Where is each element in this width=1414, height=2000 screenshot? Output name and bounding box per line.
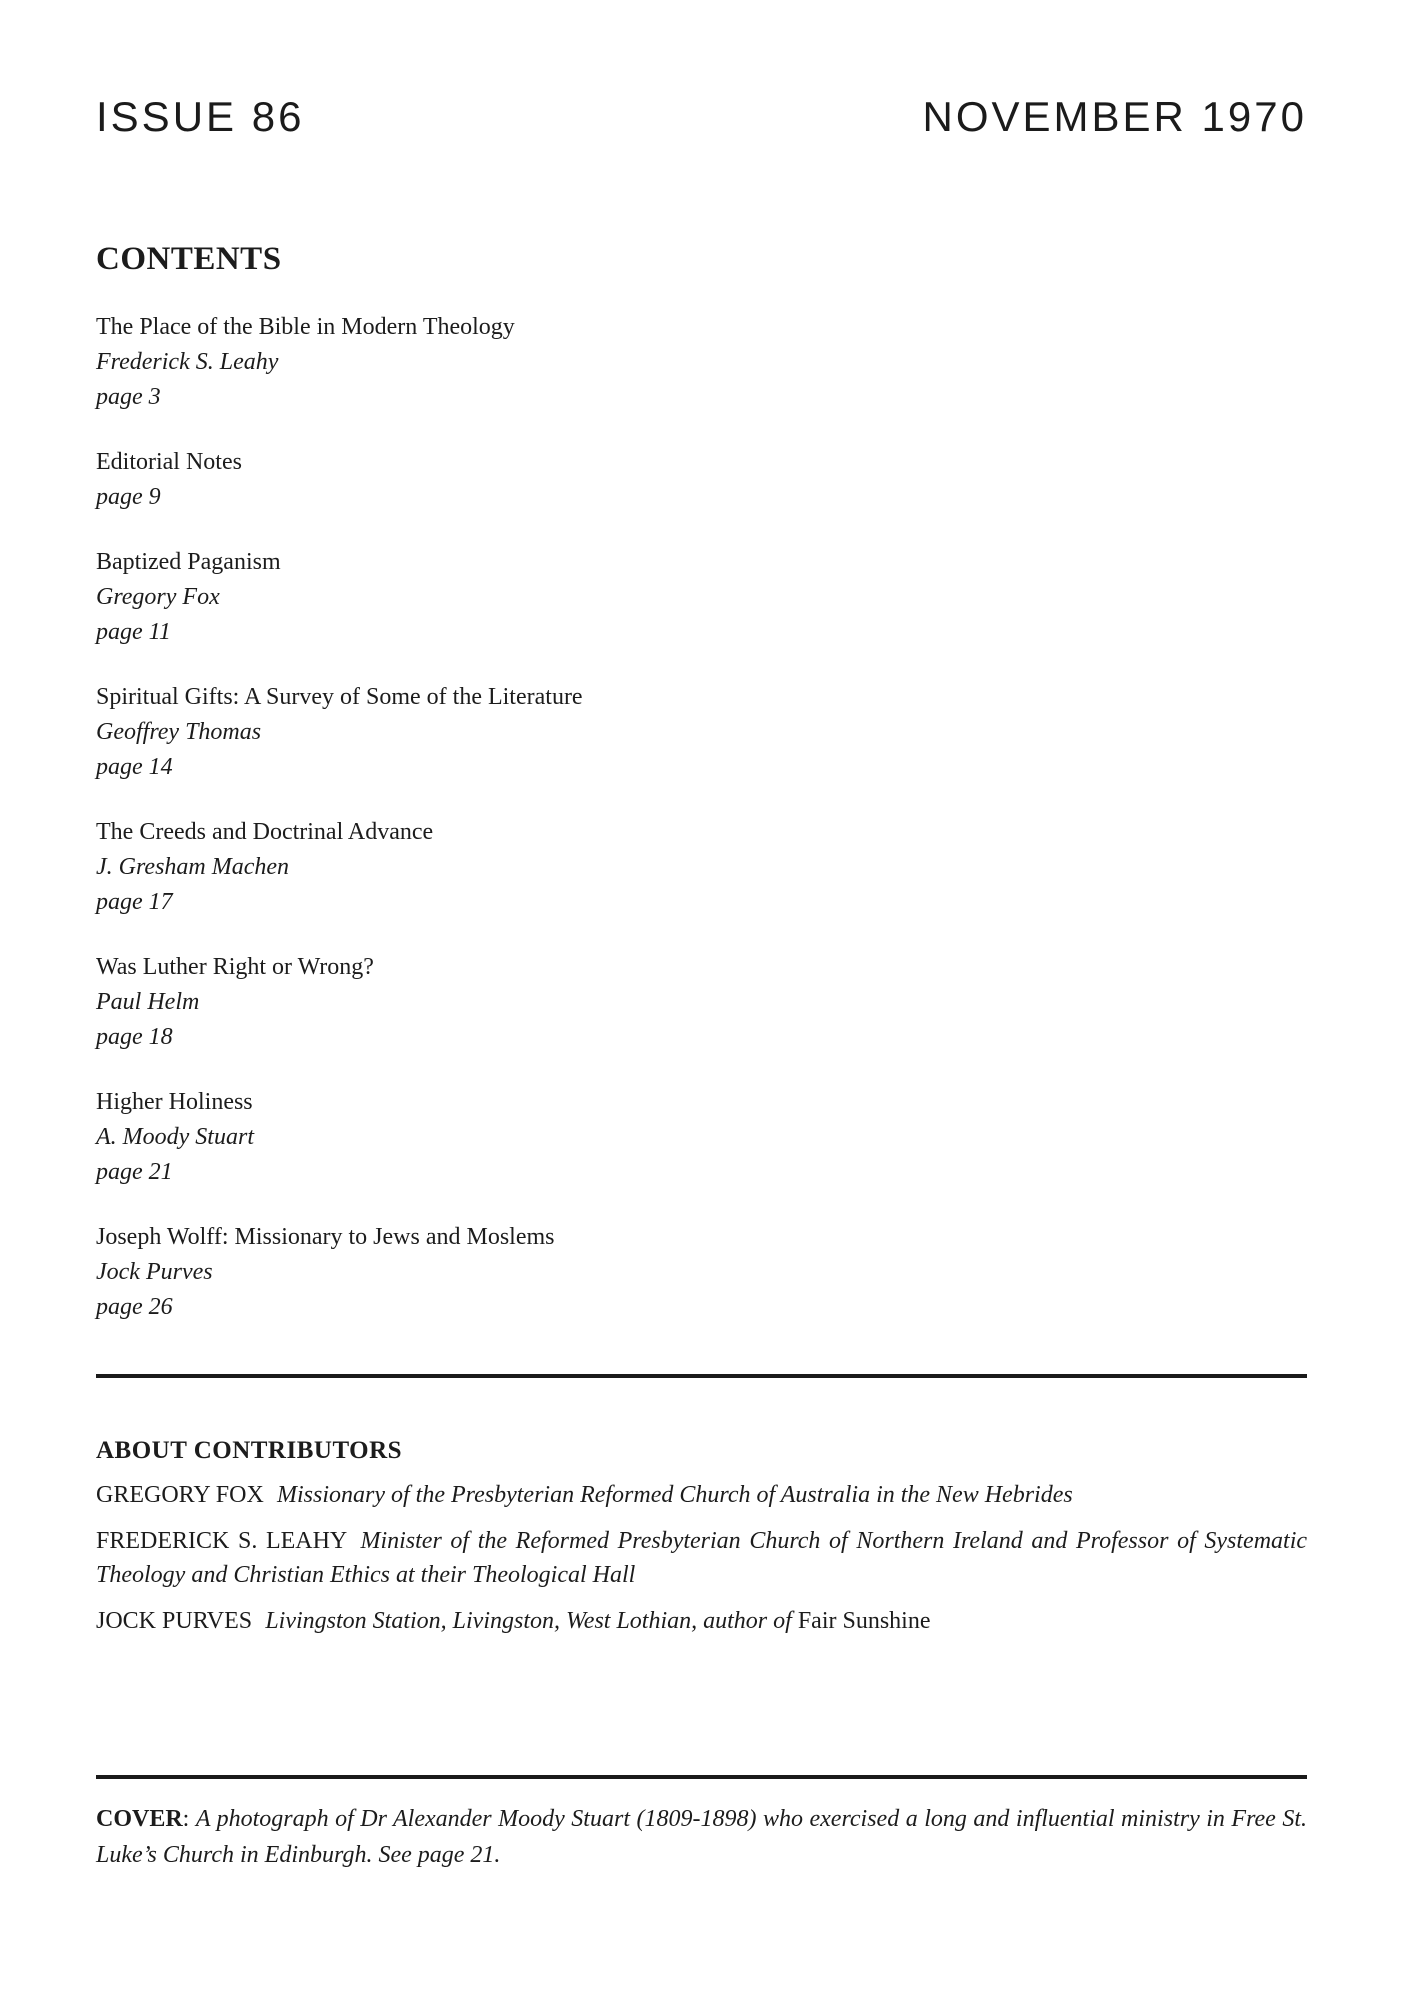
contributor-entry [96,1604,1307,1638]
toc-entry [96,310,1307,415]
contributor-description: Livingston Station, Livingston, West Lothian, author of [265,1607,792,1634]
toc-entry [96,680,1307,785]
toc-entry [96,1085,1307,1190]
contributor-work-title: Fair Sunshine [797,1607,931,1634]
contributor-name: GREGORY FOX [96,1481,264,1508]
article-title: Was Luther Right or Wrong? [96,953,374,980]
article-author: Geoffrey Thomas [96,718,262,745]
toc-entry [96,445,1307,515]
cover-colon: : [182,1805,190,1832]
cover-description: A photograph of Dr Alexander Moody Stuart (1809-1898) who exercised a long and influential ministry in Free St. Luke’s Church in Edinburgh. See page 21. [96,1805,1307,1868]
contributor-description: Missionary of the Presbyterian Reformed Church of Australia in the New Hebrides [277,1481,1073,1508]
article-author: Gregory Fox [96,583,220,610]
masthead [96,93,1307,140]
article-title: Baptized Paganism [96,548,281,575]
toc-entry [96,1220,1307,1325]
contributor-name: FREDERICK S. LEAHY [96,1527,348,1554]
contributors-heading: ABOUT CONTRIBUTORS [96,1436,403,1464]
article-title: Joseph Wolff: Missionary to Jews and Moslems [96,1223,555,1250]
contributor-name: JOCK PURVES [96,1607,253,1634]
article-title: Spiritual Gifts: A Survey of Some of the Literature [96,683,583,710]
article-author: Jock Purves [96,1258,213,1285]
cover-label: COVER [96,1805,183,1832]
toc-entry [96,545,1307,650]
contributor-entry [96,1478,1307,1512]
article-page: page 3 [96,383,161,410]
article-title: The Creeds and Doctrinal Advance [96,818,434,845]
article-title: The Place of the Bible in Modern Theology [96,313,515,340]
article-page: page 21 [96,1158,173,1185]
contents-heading: CONTENTS [96,241,282,277]
article-page: page 11 [96,618,171,645]
issue-date: NOVEMBER 1970 [922,93,1307,140]
article-page: page 17 [96,888,173,915]
issue-number: ISSUE 86 [96,93,305,140]
contributor-description: Minister of the Reformed Presbyterian Church of Northern Ireland and Professor of Systematic Theology and Christian Ethics at their Theological Hall [96,1527,1308,1588]
article-page: page 9 [96,483,161,510]
section-divider [96,1374,1307,1378]
toc-entry [96,815,1307,920]
article-page: page 26 [96,1293,173,1320]
article-title: Higher Holiness [96,1088,253,1115]
article-author: A. Moody Stuart [96,1123,254,1150]
table-of-contents [96,310,1307,1325]
cover-divider [96,1775,1307,1779]
article-author: J. Gresham Machen [96,853,290,880]
article-author: Frederick S. Leahy [96,348,279,375]
cover-note [96,1801,1307,1873]
article-page: page 18 [96,1023,173,1050]
article-title: Editorial Notes [96,448,242,475]
article-page: page 14 [96,753,173,780]
contributors-section [96,1436,1307,1638]
contributor-entry [96,1524,1307,1592]
article-author: Paul Helm [96,988,200,1015]
toc-entry [96,950,1307,1055]
